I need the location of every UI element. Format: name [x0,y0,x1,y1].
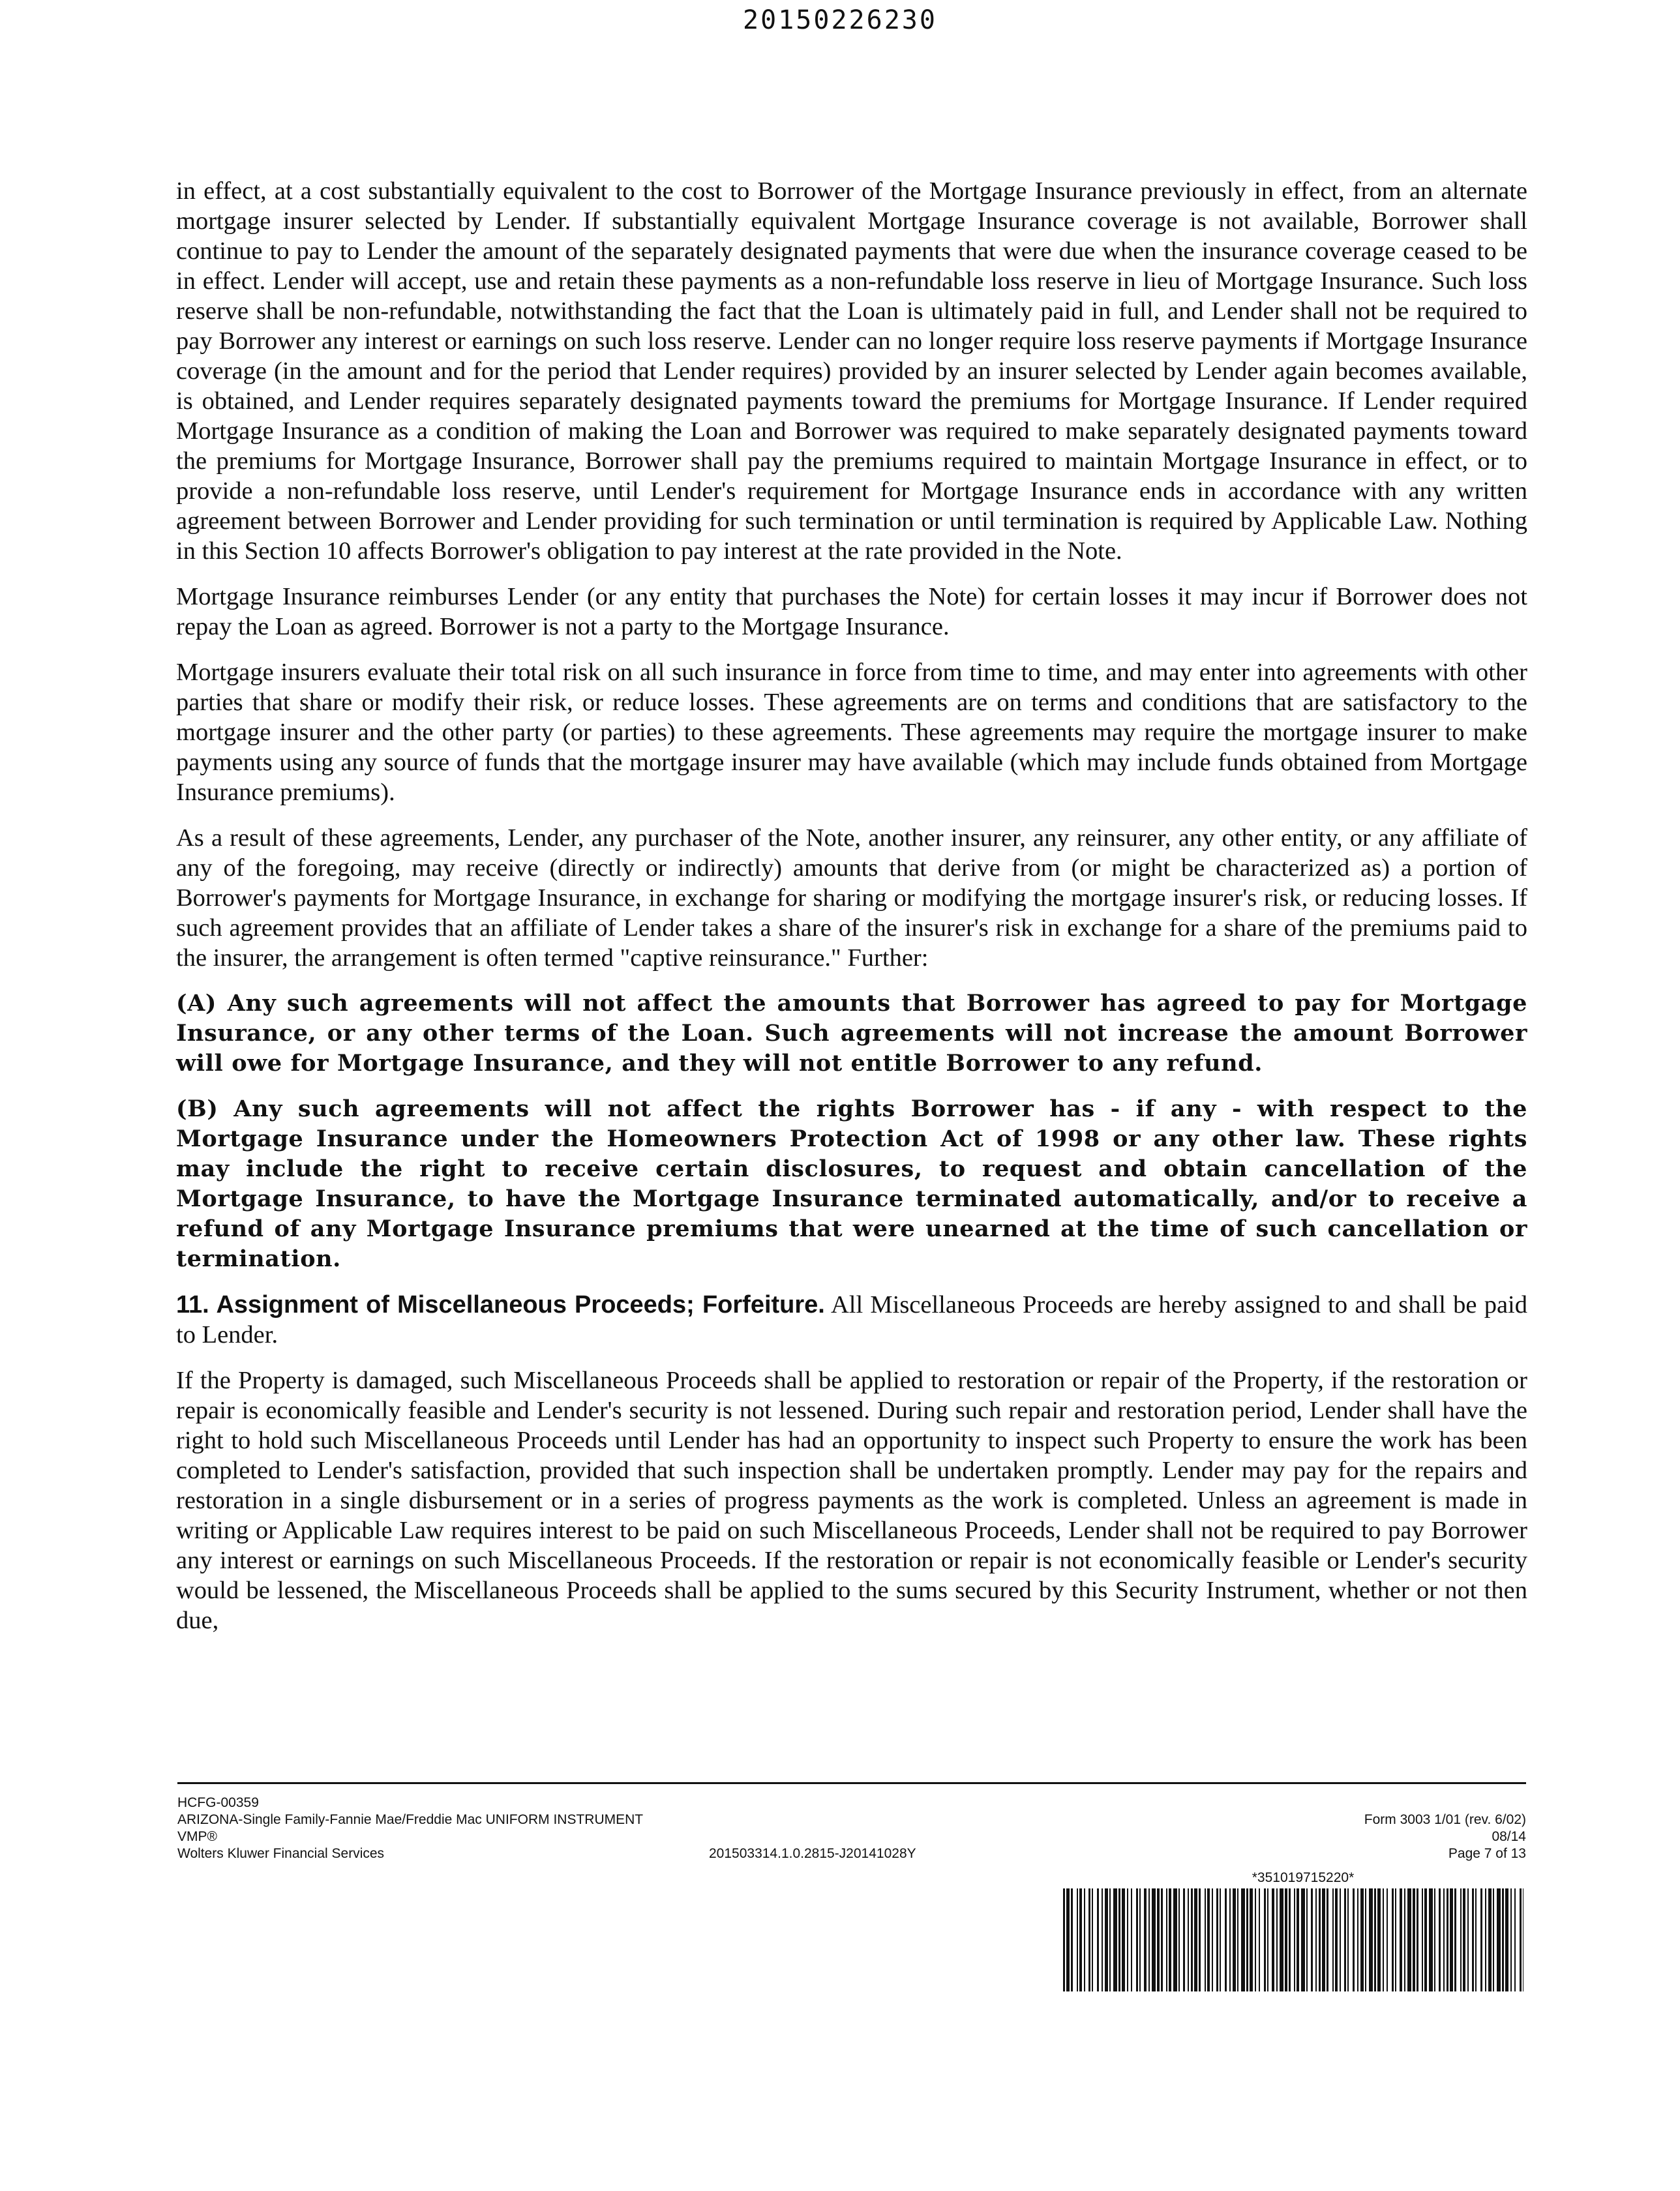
barcode-bar [1157,1888,1160,1991]
footer-instrument: ARIZONA-Single Family-Fannie Mae/Freddie Mac UNIFORM INSTRUMENT [177,1812,644,1827]
barcode-bar [1194,1888,1197,1991]
barcode-bar [1161,1888,1163,1991]
paragraph-captive-reinsurance: As a result of these agreements, Lender, any purchaser of the Note, another insurer, any reinsurer, any other entity, or any affiliate of any of the foregoing, may receive (directly or indirectly) amounts that derive from (or might be characterized as) a portion of Borrower's payments for Mortgage Insurance, in exchange for sharing or modifying the mortgage insurer's risk, or reducing losses. If such agreement provides that an affiliate of Lender takes a share of the insurer's risk in exchange for a share of the premiums paid to the insurer, the arrangement is often termed "captive reinsurance." Further: [176,824,1527,972]
barcode-bar [1505,1888,1508,1991]
barcode-bar [1327,1888,1328,1991]
barcode-bar [1127,1888,1128,1991]
barcode-bar [1332,1888,1334,1991]
barcode-bar [1264,1888,1266,1991]
barcode-bar [1241,1888,1245,1991]
barcode-bar [1413,1888,1415,1991]
barcode-bar [1429,1888,1433,1991]
barcode-bar [1353,1888,1355,1991]
barcode-bar [1439,1888,1441,1991]
barcode-bar [1233,1888,1236,1991]
barcode-bar [1166,1888,1167,1991]
barcode-bar [1297,1888,1299,1991]
barcode-bar [1392,1888,1394,1991]
footer-tracking: 201503314.1.0.2815-J20141028Y [709,1846,916,1861]
barcode-bar [1079,1888,1082,1991]
barcode-bar [1092,1888,1093,1991]
barcode-bar [1071,1888,1073,1991]
section-11-text: All Miscellaneous Proceeds are hereby assigned to and shall be paid to Lender. [176,1291,1527,1349]
barcode-bar [1365,1888,1366,1991]
barcode-bar [1407,1888,1411,1991]
barcode-bar [1395,1888,1396,1991]
barcode-bar [1463,1888,1465,1991]
barcode-bar [1485,1888,1486,1991]
footer-form-number: Form 3003 1/01 (rev. 6/02) [1364,1812,1526,1827]
barcode-bar [1344,1888,1346,1991]
barcode-bar [1113,1888,1117,1991]
barcode-bar [1510,1888,1512,1991]
barcode-bar [1183,1888,1185,1991]
barcode-bar [1502,1888,1504,1991]
barcode-bar [1173,1888,1177,1991]
barcode-bar [1276,1888,1278,1991]
barcode-bar [1335,1888,1338,1991]
barcode-block [1062,1870,1526,1991]
barcode-bar [1109,1888,1111,1991]
section-11-heading: 11. Assignment of Miscellaneous Proceeds; Forfeiture. [176,1291,825,1319]
footer-divider [177,1782,1526,1784]
barcode-bar [1207,1888,1210,1991]
barcode-bar [1285,1888,1287,1991]
barcode-bar [1475,1888,1477,1991]
barcode-bar [1417,1888,1418,1991]
barcode-bar [1434,1888,1435,1991]
paragraph-insurer-agreements: Mortgage insurers evaluate their total risk on all such insurance in force from time to time, and may enter into agreements with other parties that share or modify their risk, or reduce losses. These agreements are on terms and conditions that are satisfactory to the mortgage insurer and the other party (or parties) to these agreements. These agreements may require the mortgage insurer to make payments using any source of funds that the mortgage insurer may have available (which may include funds obtained from Mortgage Insurance premiums). [176,659,1527,806]
barcode-bar [1220,1888,1221,1991]
barcode-bar [1118,1888,1120,1991]
barcode-number: *351019715220* [1252,1870,1355,1885]
barcode-bar [1212,1888,1213,1991]
barcode-bar [1088,1888,1090,1991]
paragraph-mortgage-insurance-continuation: in effect, at a cost substantially equivalent to the cost to Borrower of the Mortgage Insurance previously in effect, from an alternate mortgage insurer selected by Lender. If substantially equivalent Mortgage Insurance coverage is not available, Borrower shall continue to pay to Lender the amount of the separately designated payments that were due when the insurance coverage ceased to be in effect. Lender will accept, use and retain these payments as a non-refundable loss reserve in lieu of Mortgage Insurance. Such loss reserve shall be non-refundable, notwithstanding the fact that the Loan is ultimately paid in full, and Lender shall not be required to pay Borrower any interest or earnings on such loss reserve. Lender can no longer require loss reserve payments if Mortgage Insurance coverage (in the amount and for the period that Lender requires) provided by an insurer selected by Lender again becomes available, is obtained, and Lender requires separately designated payments toward the premiums for Mortgage Insurance. If Lender required Mortgage Insurance as a condition of making the Loan and Borrower was required to make separately designated payments toward the premiums for Mortgage Insurance, Borrower shall pay the premiums required to maintain Mortgage Insurance in effect, or to provide a non-refundable loss reserve, until Lender's requirement for Mortgage Insurance ends in accordance with any written agreement between Borrower and Lender providing for such termination or until termination is required by Applicable Law. Nothing in this Section 10 affects Borrower's obligation to pay interest at the rate provided in the Note. [176,177,1527,565]
barcode-bar [1178,1888,1180,1991]
barcode-bar [1383,1888,1384,1991]
barcode-bar [1250,1888,1253,1991]
barcode-bar [1229,1888,1231,1991]
barcode-bar [1404,1888,1405,1991]
barcode-bar [1422,1888,1423,1991]
barcode-bar [1225,1888,1227,1991]
barcode-bar [1514,1888,1516,1991]
paragraph-property-damage: If the Property is damaged, such Miscellaneous Proceeds shall be applied to restoration or repair of the Property, if the restoration or repair is economically feasible and Lender's security is not lessened. During such repair and restoration period, Lender shall have the right to hold such Miscellaneous Proceeds until Lender has had an opportunity to inspect such Property to ensure the work has been completed to Lender's satisfaction, provided that such inspection shall be undertaken promptly. Lender may pay for the repairs and restoration in a single disbursement or in a series of progress payments as the work is completed. Unless an agreement is made in writing or Applicable Law requires interest to be paid on such Miscellaneous Proceeds, Lender shall not be required to pay Borrower any interest or earnings on such Miscellaneous Proceeds. If the restoration or repair is not economically feasible or Lender's security would be lessened, the Miscellaneous Proceeds shall be applied to the sums secured by this Security Instrument, whether or not then due, [176,1367,1527,1634]
barcode-bar [1066,1888,1070,1991]
barcode-bar [1077,1888,1078,1991]
barcode-bar [1148,1888,1150,1991]
barcode-bar [1460,1888,1462,1991]
barcode-bar [1347,1888,1349,1991]
footer-vmp: VMP® [177,1829,217,1844]
barcode-bar [1205,1888,1206,1991]
barcode-bar [1289,1888,1291,1991]
barcode-bar [1520,1888,1522,1991]
barcode-bar [1272,1888,1274,1991]
footer-form-id: HCFG-00359 [177,1795,259,1810]
footer-revision-date: 08/14 [1492,1829,1526,1844]
barcode-bar [1136,1888,1138,1991]
barcode-bar [1255,1888,1256,1991]
barcode-bar [1280,1888,1283,1991]
document-number: 20150226230 [743,5,937,35]
footer-left [177,1795,643,1862]
barcode-bar [1377,1888,1381,1991]
barcode-bar [1340,1888,1341,1991]
footer-page-number: Page 7 of 13 [1448,1846,1526,1861]
barcode-bar [1102,1888,1103,1991]
barcode-bar [1387,1888,1388,1991]
barcode-bar [1097,1888,1099,1991]
paragraph-clause-b: (B) Any such agreements will not affect the rights Borrower has - if any - with respect to the Mortgage Insurance under the Homeowners Protection Act of 1998 or any other law. These rights may include the right to receive certain disclosures, to request and obtain cancellation of the Mortgage Insurance, to have the Mortgage Insurance terminated automatically, and/or to receive a refund of any Mortgage Insurance premiums that were unearned at the time of such cancellation or termination. [176,1096,1527,1272]
barcode-bar [1480,1888,1482,1991]
barcode-bar [1169,1888,1171,1991]
barcode-bar [1319,1888,1321,1991]
barcode-bar [1131,1888,1132,1991]
paragraph-clause-a: (A) Any such agreements will not affect the amounts that Borrower has agreed to pay for Mortgage Insurance, or any other terms of the Loan. Such agreements will not increase the amount Borrower will owe for Mortgage Insurance, and they will not entitle Borrower to any refund. [176,990,1527,1077]
footer-publisher: Wolters Kluwer Financial Services [177,1846,385,1861]
barcode-bar [1369,1888,1373,1991]
barcode-bar [1152,1888,1156,1991]
barcode-bar [1105,1888,1108,1991]
barcode-bar [1139,1888,1141,1991]
barcode-bar [1374,1888,1376,1991]
barcode-bar [1267,1888,1268,1991]
barcode-bar [1488,1888,1492,1991]
barcode-bar [1188,1888,1189,1991]
barcode-icon [1062,1888,1526,1991]
barcode-bar [1311,1888,1313,1991]
barcode-bar [1084,1888,1085,1991]
barcode-bar [1447,1888,1448,1991]
barcode-bar [1467,1888,1469,1991]
barcode-bar [1199,1888,1201,1991]
barcode-bar [1294,1888,1295,1991]
section-11 [176,1290,1527,1350]
barcode-bar [1259,1888,1260,1991]
barcode-bar [1246,1888,1248,1991]
barcode-bar [1424,1888,1427,1991]
barcode-bar [1454,1888,1456,1991]
barcode-bar [1306,1888,1308,1991]
barcode-bar [1063,1888,1065,1991]
barcode-bar [1472,1888,1474,1991]
barcode-bar [1191,1888,1193,1991]
barcode-bar [1315,1888,1317,1991]
barcode-bar [1360,1888,1364,1991]
barcode-bar [1144,1888,1147,1991]
footer-right [1364,1811,1526,1862]
barcode-bar [1493,1888,1494,1991]
barcode-bar [1450,1888,1453,1991]
barcode-bar [1237,1888,1238,1991]
barcode-bar [1322,1888,1325,1991]
barcode-bar [1497,1888,1501,1991]
barcode-bar [1400,1888,1402,1991]
barcode-bar [1216,1888,1218,1991]
barcode-bar [1122,1888,1125,1991]
paragraph-insurance-reimbursement: Mortgage Insurance reimburses Lender (or any entity that purchases the Note) for certain losses it may incur if Borrower does not repay the Loan as agreed. Borrower is not a party to the Mortgage Insurance. [176,583,1527,640]
barcode-bar [1301,1888,1305,1991]
document-body [176,176,1527,1651]
barcode-bar [1357,1888,1358,1991]
barcode-bar [1443,1888,1445,1991]
